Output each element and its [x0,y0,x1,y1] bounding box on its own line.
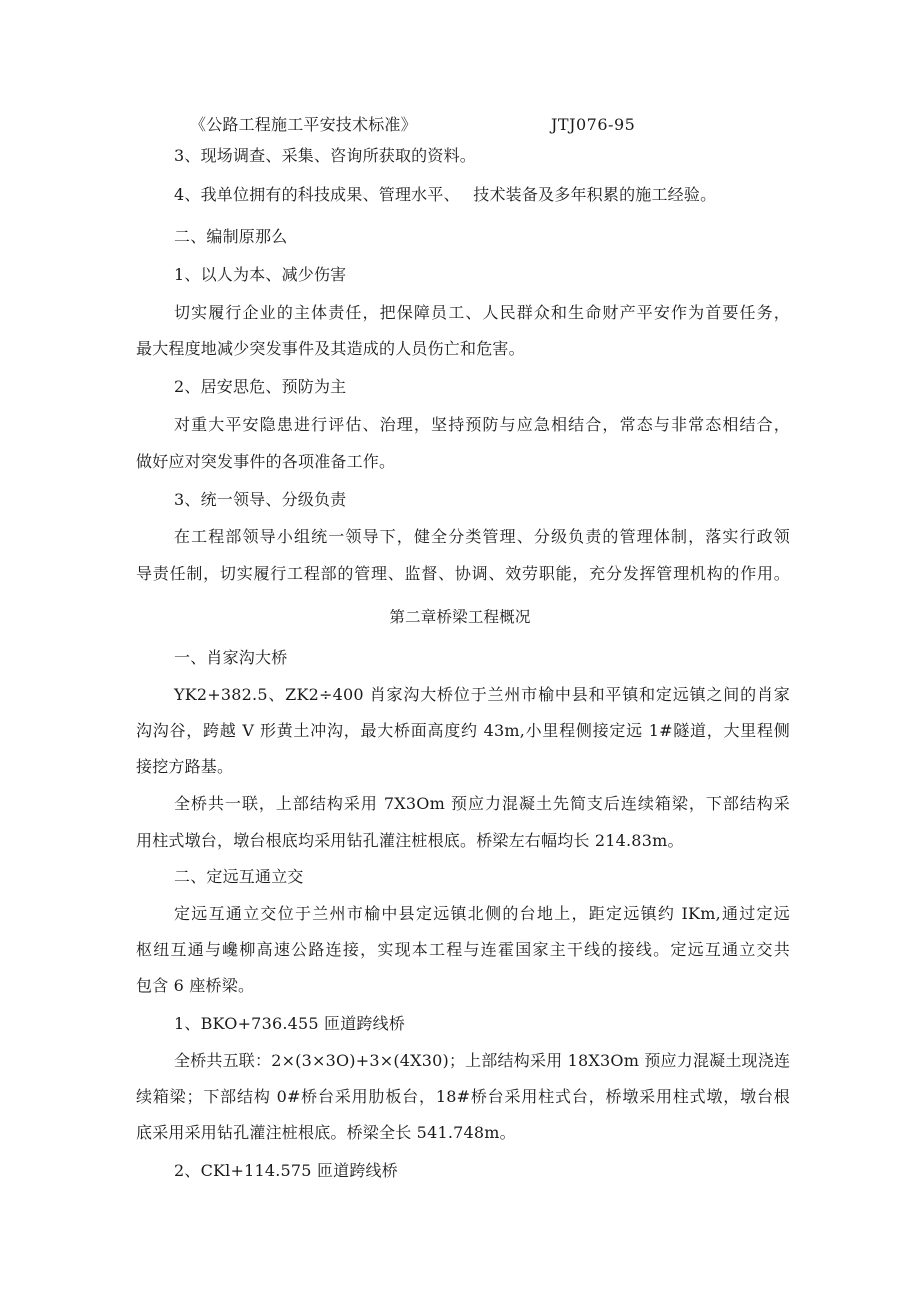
principle-1-line-1: 切实履行企业的主体责任，把保障员工、人民群众和生命财产平安作为首要任务， [174,303,790,322]
principle-1-title: 1、以人为本、减少伤害 [174,265,347,284]
bridge-1-p2-line-1: 全桥共一联，上部结构采用 7X3Om 预应力混凝土先简支后连续箱梁，下部结构采 [174,794,790,813]
bridge-1-p1-line-3: 接挖方路基。 [136,757,234,776]
chapter-title: 第二章桥梁工程概况 [389,608,531,626]
interchange-p1-line-2: 枢纽互通与巉柳高速公路连接，实现本工程与连霍国家主干线的接线。定远互通立交共 [136,940,790,959]
standard-reference-title: 《公路工程施工平安技术标准》 [190,115,417,134]
standard-reference-code: JTJ076-95 [551,115,636,134]
ramp-bridge-1-line-1: 全桥共五联：2×(3×3O)+3×(4X30)；上部结构采用 18X3Om 预应力混凝土现浇连 [174,1051,791,1070]
principle-2-line-2: 做好应对突发事件的各项准备工作。 [136,452,396,471]
principle-3-title: 3、统一领导、分级负责 [174,490,347,509]
ramp-bridge-1-line-3: 底采用采用钻孔灌注桩根底。桥梁全长 541.748m。 [136,1123,516,1142]
basis-item-4: 4、我单位拥有的科技成果、管理水平、 技术装备及多年积累的施工经验。 [174,185,717,204]
bridge-1-title: 一、肖家沟大桥 [174,648,288,667]
ramp-bridge-1-line-2: 续箱梁；下部结构 0#桥台采用肋板台，18#桥台采用柱式台，桥墩采用柱式墩，墩台根 [136,1087,790,1106]
ramp-bridge-2-title: 2、CKl+114.575 匝道跨线桥 [174,1161,398,1180]
principle-2-line-1: 对重大平安隐患进行评估、治理，坚持预防与应急相结合，常态与非常态相结合， [174,415,790,434]
bridge-1-p2-line-2: 用柱式墩台，墩台根底均采用钻孔灌注桩根底。桥梁左右幅均长 214.83m。 [136,831,684,850]
principle-1-line-2: 最大程度地减少突发事件及其造成的人员伤亡和危害。 [136,339,525,358]
section-heading-principles: 二、编制原那么 [174,227,288,246]
interchange-p1-line-3: 包含 6 座桥梁。 [136,976,255,995]
bridge-1-p1-line-2: 沟沟谷，跨越 V 形黄土冲沟，最大桥面高度约 43m,小里程侧接定远 1#隧道，大里程侧 [136,721,790,740]
ramp-bridge-1-title: 1、BKO+736.455 匝道跨线桥 [174,1014,406,1033]
interchange-title: 二、定远互通立交 [174,867,304,886]
interchange-p1-line-1: 定远互通立交位于兰州市榆中县定远镇北侧的台地上，距定远镇约 IKm,通过定远 [174,904,790,923]
principle-3-line-2: 导责任制，切实履行工程部的管理、监督、协调、效劳职能，充分发挥管理机构的作用。 [136,564,790,583]
principle-3-line-1: 在工程部领导小组统一领导下，健全分类管理、分级负责的管理体制，落实行政领 [174,527,790,546]
bridge-1-p1-line-1: YK2+382.5、ZK2÷400 肖家沟大桥位于兰州市榆中县和平镇和定远镇之间的肖家 [174,685,790,704]
basis-item-3: 3、现场调查、采集、咨询所获取的资料。 [174,146,476,165]
principle-2-title: 2、居安思危、预防为主 [174,377,347,396]
